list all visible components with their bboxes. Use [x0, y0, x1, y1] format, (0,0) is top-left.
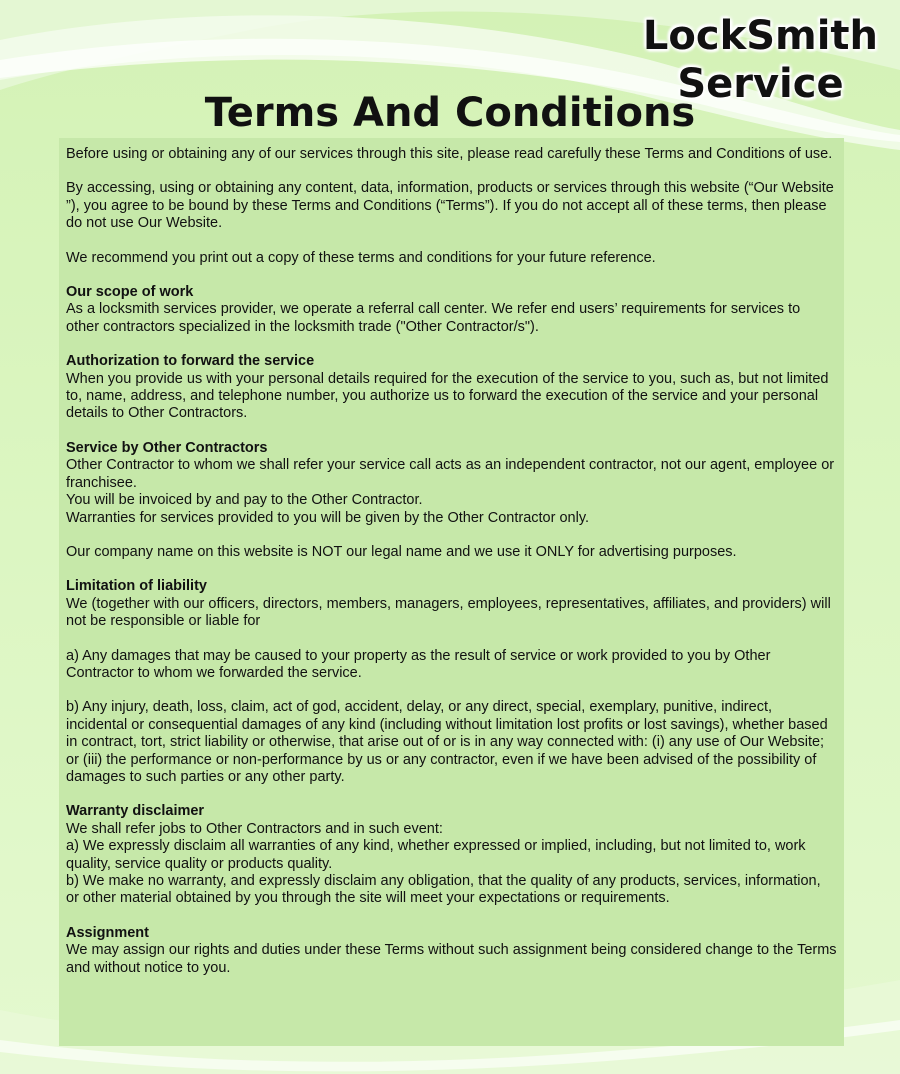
section-scope: [66, 284, 837, 336]
liability-item-a: a) Any damages that may be caused to your property as the result of service or work provided to you by Other Contractor to whom we forwarded the service.: [66, 647, 771, 681]
section-heading-scope: Our scope of work: [66, 284, 194, 301]
section-warranty: [66, 803, 837, 907]
section-heading-warranty: Warranty disclaimer: [66, 803, 205, 820]
company-name-notice: Our company name on this website is NOT our legal name and we use it ONLY for advertising purposes.: [66, 543, 737, 560]
intro-paragraph-3: We recommend you print out a copy of these terms and conditions for your future reference.: [66, 249, 656, 266]
section-heading-authorization: Authorization to forward the service: [66, 353, 315, 370]
intro-paragraph-1: Before using or obtaining any of our services through this site, please read carefully these Terms and Conditions of use.: [66, 146, 833, 162]
section-authorization: [66, 353, 837, 423]
warranty-line-2: a) We expressly disclaim all warranties of any kind, whether expressed or implied, including, but not limited to, work quality, service quality or products quality.: [66, 838, 806, 872]
section-text-liability: We (together with our officers, directors, members, managers, employees, representatives, affiliates, and providers) will not be responsible or liable for: [66, 595, 831, 630]
section-text-scope: As a locksmith services provider, we operate a referral call center. We refer end users’ requirements for services to other contractors specialized in the locksmith trade ("Other Contractor/s").: [66, 301, 801, 335]
section-text-assignment: We may assign our rights and duties under these Terms without such assignment being considered change to the Terms and without notice to you.: [66, 942, 837, 976]
terms-content-panel: [59, 138, 844, 1046]
section-heading-liability: Limitation of liability: [66, 578, 207, 595]
brand-line-1: LockSmith: [642, 13, 878, 59]
section-service-other-contractors: [66, 440, 837, 527]
intro-paragraph-2: By accessing, using or obtaining any content, data, information, products or services through this website (“Our Website ”), you agree to be bound by these Terms and Conditions (“Terms”). If you do not accept all of these terms, then please do not use Our Website.: [66, 180, 834, 232]
section-heading-assignment: Assignment: [66, 924, 149, 941]
brand-line-2: Service: [677, 61, 844, 107]
section-assignment: [66, 925, 837, 977]
service-other-line-3: Warranties for services provided to you will be given by the Other Contractor only.: [66, 509, 590, 526]
liability-item-b: b) Any injury, death, loss, claim, act of god, accident, delay, or any direct, special, exemplary, punitive, indirect, incidental or consequential damages of any kind (including without limitation lost profits or lost savings), whether based in contract, tort, strict liability or otherwise, that arise out of or is in any way connected with: (i) any use of Our Website; or (iii) the performance or non-performance by us or any contractor, even if we have been advised of the possibility of damages to such parties or any other party.: [66, 699, 828, 785]
brand-logo: [643, 12, 878, 108]
page-title: Terms And Conditions: [204, 90, 696, 136]
warranty-line-3: b) We make no warranty, and expressly disclaim any obligation, that the quality of any products, services, information, or other material obtained by you through the site will meet your expectations or requirements.: [66, 873, 821, 907]
service-other-line-1: Other Contractor to whom we shall refer your service call acts as an independent contractor, not our agent, employee or franchisee.: [66, 457, 835, 491]
section-heading-service-other: Service by Other Contractors: [66, 439, 268, 456]
warranty-line-1: We shall refer jobs to Other Contractors and in such event:: [66, 820, 443, 837]
section-liability: [66, 578, 837, 630]
section-text-authorization: When you provide us with your personal details required for the execution of the service to you, such as, but not limited to, name, address, and telephone number, you authorize us to forward the execution of the service and your personal details to Other Contractors.: [66, 370, 829, 422]
service-other-line-2: You will be invoiced by and pay to the Other Contractor.: [66, 492, 423, 509]
